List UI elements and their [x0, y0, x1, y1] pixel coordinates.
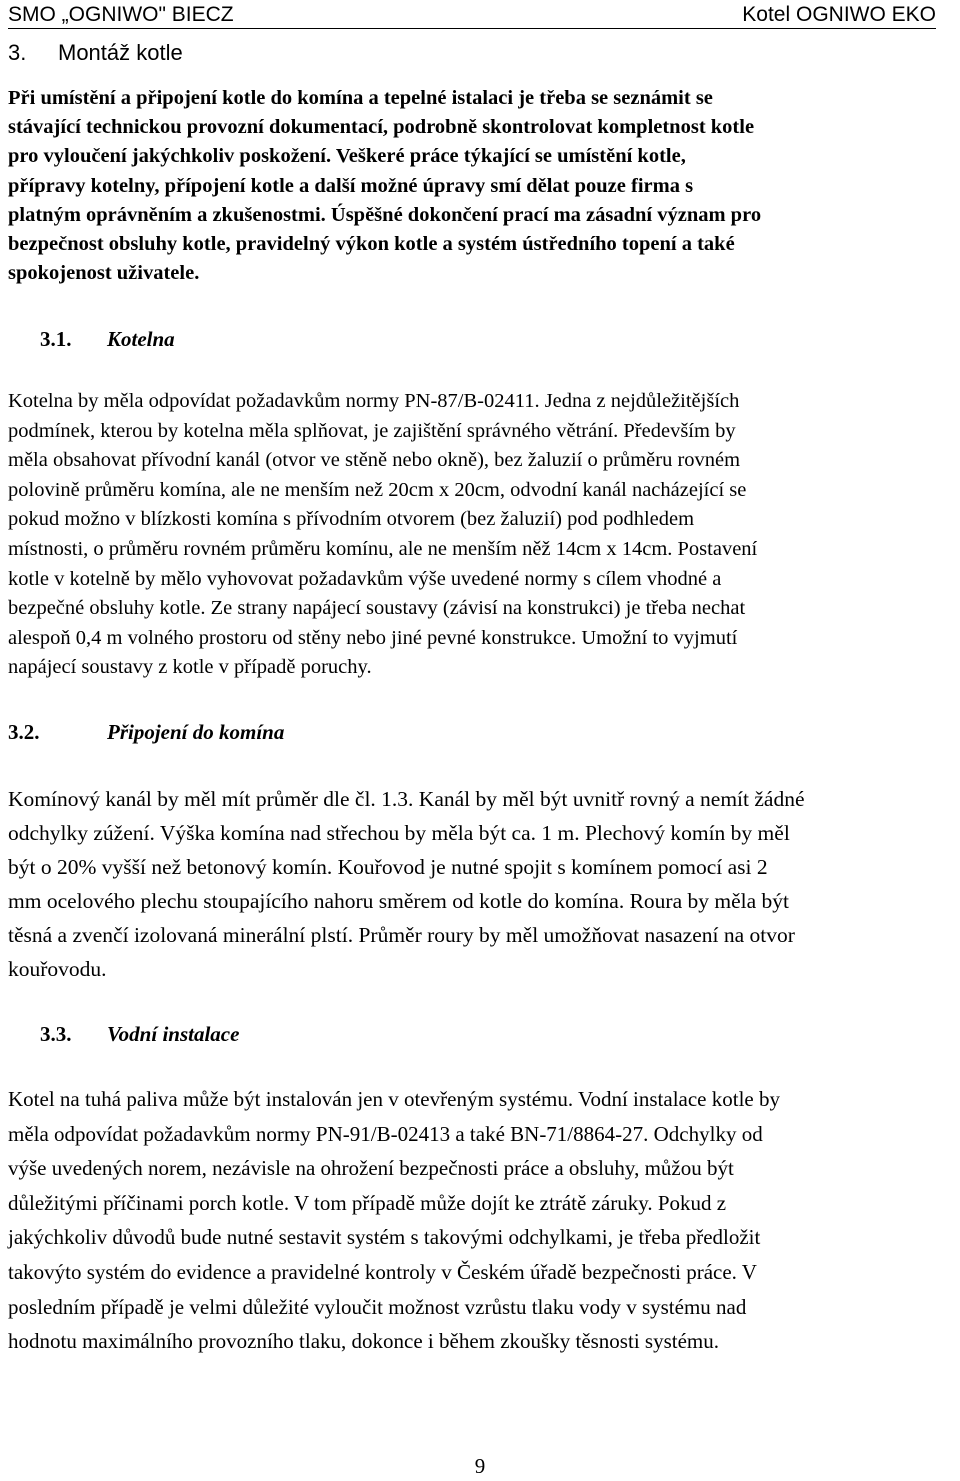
text-line: přípravy kotelny, přípojení kotle a další možné úpravy smí dělat pouze firma s [8, 174, 694, 197]
section-title: Vodní instalace [107, 1022, 240, 1046]
text-line: posledním případě je velmi důležité vyloučit možnost vzrůstu tlaku vody v systému nad [8, 1294, 747, 1319]
section-body-chimney [8, 782, 958, 986]
section-body-kotelna [8, 387, 948, 683]
text-line: Kotelna by měla odpovídat požadavkům normy PN-87/B-02411. Jedna z nejdůležitějších [8, 390, 740, 412]
text-line: alespoň 0,4 m volného prostoru od stěny nebo jiné pevné konstrukce. Umožní to vyjmutí [8, 626, 738, 649]
text-line: stávající technickou provozní dokumentací, podrobně skontrolovat kompletnost kotle [8, 116, 755, 139]
text-line: pokud možno v blízkosti komína s přívodním otvorem (bez žaluzií) pod podhledem [8, 508, 695, 531]
text-line: kouřovodu. [8, 957, 107, 981]
text-line: bezpečné obsluhy kotle. Ze strany napájecí soustavy (závisí na konstrukci) je třeba nechat [8, 597, 746, 620]
chapter-heading [8, 38, 183, 68]
page-header [8, 2, 936, 29]
text-line: mm ocelového plechu stoupajícího nahoru směrem od kotle do komína. Roura by měla být [8, 889, 789, 913]
text-line: být o 20% vyšší než betonový komín. Kouřovod je nutné spojit s komínem pomocí asi 2 [8, 855, 768, 879]
text-line: platným oprávněním a zkušenostmi. Úspěšné dokončení prací ma zásadní význam pro [8, 203, 762, 226]
text-line: místnosti, o průměru rovném průměru komínu, ale ne menším něž 14cm x 14cm. Postavení [8, 537, 758, 560]
section-body-water [8, 1082, 953, 1359]
chapter-title: Montáž kotle [58, 40, 183, 65]
text-line: polovině průměru komína, ale ne menším než 20cm x 20cm, odvodní kanál nacházející se [8, 478, 747, 501]
text-line: bezpečnost obsluhy kotle, pravidelný výkon kotle a systém ústředního topení a také [8, 233, 735, 256]
text-line: hodnotu maximálního provozního tlaku, dokonce i během zkoušky těsnosti systému. [8, 1329, 719, 1354]
section-number: 3.1. [40, 327, 72, 351]
text-line: spokojenost uživatele. [8, 262, 200, 285]
page-number: 9 [474, 1454, 486, 1478]
text-line: jakýchkoliv důvodů bude nutné sestavit systém s takovými odchylkami, je třeba předložit [8, 1225, 761, 1250]
text-line: Při umístění a připojení kotle do komína a tepelné istalaci je třeba se seznámit se [8, 87, 713, 109]
section-title: Kotelna [107, 327, 175, 351]
header-product: Kotel OGNIWO EKO [742, 3, 936, 26]
text-line: Kotel na tuhá paliva může být instalován jen v otevřeným systému. Vodní instalace kotle by [8, 1087, 780, 1111]
text-line: výše uvedených norem, nezávisle na ohrožení bezpečnosti práce a obsluhy, můžou být [8, 1156, 734, 1181]
text-line: měla odpovídat požadavkům normy PN-91/B-02413 a také BN-71/8864-27. Odchylky od [8, 1121, 763, 1146]
text-line: odchylky zúžení. Výška komína nad střechou by měla být ca. 1 m. Plechový komín by měl [8, 821, 790, 845]
text-line: takovýto systém do evidence a pravidelné kontroly v Českém úřadě bezpečnosti práce. V [8, 1259, 757, 1284]
intro-paragraph [8, 84, 948, 288]
section-number: 3.2. [8, 720, 40, 744]
text-line: těsná a zvenčí izolovaná minerální plstí. Průměr roury by měl umožňovat nasazení na otvor [8, 923, 795, 947]
text-line: Komínový kanál by měl mít průměr dle čl. 1.3. Kanál by měl být uvnitř rovný a nemít žádné [8, 787, 805, 811]
section-number: 3.3. [40, 1022, 72, 1046]
text-line: měla obsahovat přívodní kanál (otvor ve stěně nebo okně), bez žaluzií o průměru rovném [8, 449, 741, 472]
text-line: podmínek, kterou by kotelna měla splňovat, je zajištění správného větrání. Především by [8, 419, 736, 442]
section-title: Připojení do komína [107, 720, 285, 744]
text-line: pro vyloučení jakýchkoliv poskožení. Veškeré práce týkající se umístění kotle, [8, 145, 686, 168]
text-line: kotle v kotelně by mělo vyhovovat požadavkům výše uvedené normy s cílem vhodné a [8, 567, 722, 590]
text-line: napájecí soustavy z kotle v případě poruchy. [8, 656, 372, 679]
text-line: důležitými příčinami porch kotle. V tom případě může dojít ke ztrátě záruky. Pokud z [8, 1190, 727, 1215]
header-company: SMO „OGNIWO" BIECZ [8, 3, 234, 26]
chapter-number: 3. [8, 40, 27, 65]
